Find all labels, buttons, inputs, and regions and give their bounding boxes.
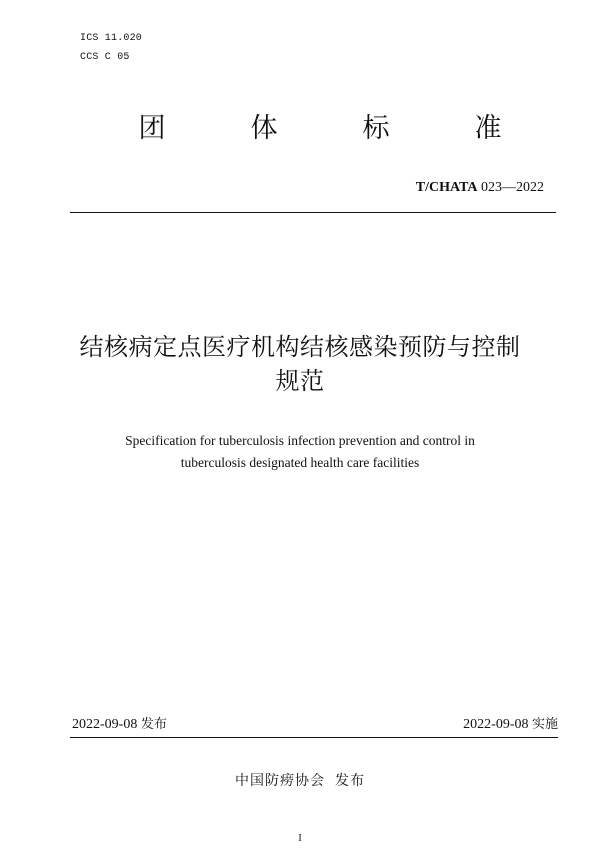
publisher-organization: 中国防痨协会 bbox=[235, 773, 325, 789]
publish-date-label: 发布 bbox=[140, 717, 167, 732]
title-en-line: tuberculosis designated health care facilities bbox=[180, 455, 420, 470]
page-number: I bbox=[298, 833, 302, 844]
standard-number-prefix: T/CHATA bbox=[415, 180, 478, 195]
standard-type-char: 准 bbox=[474, 113, 502, 144]
date-row bbox=[72, 716, 558, 734]
title-cn-line: 规范 bbox=[275, 367, 325, 395]
document-title-chinese bbox=[62, 330, 538, 398]
standard-number-value: 023—2022 bbox=[481, 180, 544, 195]
implement-date-label: 实施 bbox=[531, 717, 558, 732]
standard-type-char: 团 bbox=[138, 113, 166, 144]
publish-date-value: 2022-09-08 bbox=[72, 717, 138, 732]
publisher-line bbox=[0, 772, 600, 790]
publish-date bbox=[72, 716, 167, 734]
standard-type-char: 标 bbox=[362, 113, 390, 144]
implement-date bbox=[463, 716, 558, 734]
standard-type-heading bbox=[0, 113, 600, 149]
title-en-line: Specification for tuberculosis infection prevention and control in bbox=[125, 433, 475, 448]
title-cn-line: 结核病定点医疗机构结核感染预防与控制 bbox=[79, 333, 521, 361]
ccs-code: CCS C 05 bbox=[80, 52, 130, 63]
standard-type-char: 体 bbox=[250, 113, 278, 144]
header-divider bbox=[70, 212, 556, 213]
publisher-action: 发布 bbox=[335, 773, 365, 789]
standard-number bbox=[416, 180, 544, 196]
ics-code: ICS 11.020 bbox=[80, 33, 143, 44]
implement-date-value: 2022-09-08 bbox=[463, 717, 529, 732]
footer-divider bbox=[70, 737, 558, 738]
document-title-english bbox=[60, 430, 540, 474]
